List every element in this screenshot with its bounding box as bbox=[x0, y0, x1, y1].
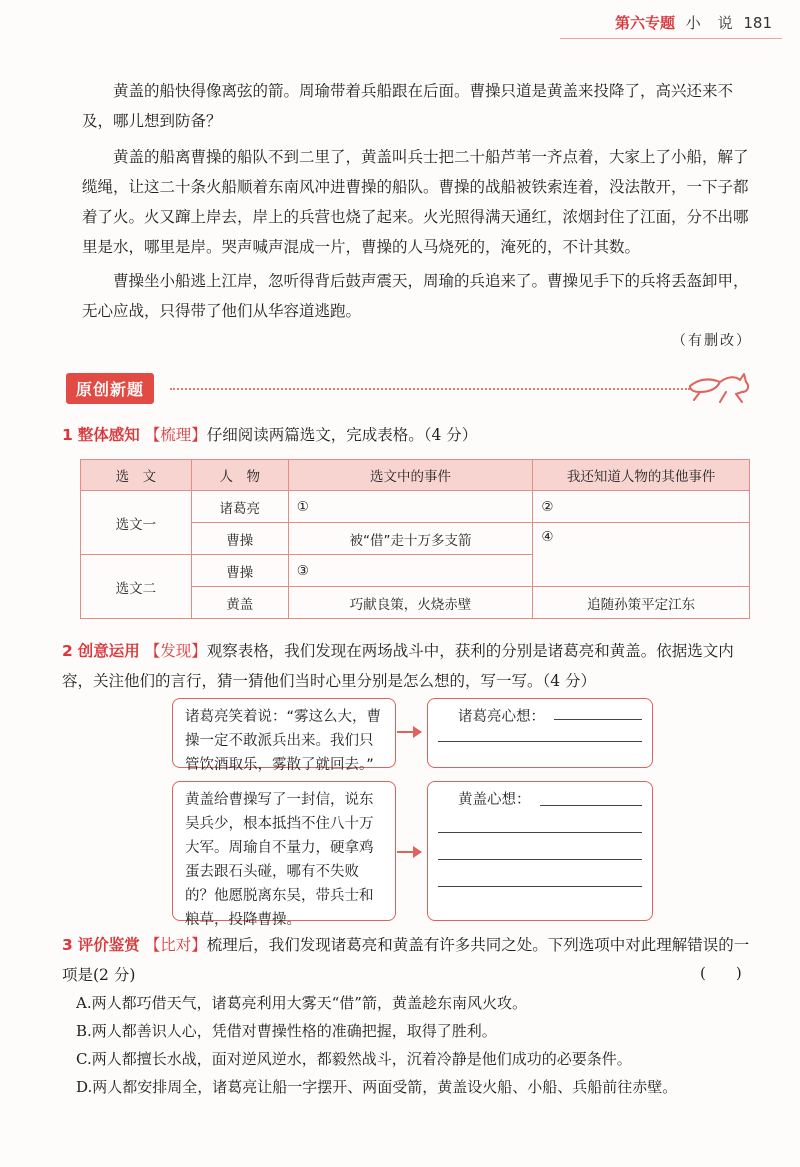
section-title: 原创新题 bbox=[66, 373, 154, 404]
answer-line bbox=[438, 859, 642, 860]
answer-line bbox=[540, 805, 642, 806]
question-2 bbox=[62, 636, 752, 696]
person-cell: 诸葛亮 bbox=[191, 491, 288, 523]
question-2-number: 2 bbox=[62, 642, 73, 660]
quote-box-huanggai bbox=[172, 781, 396, 928]
question-2-tag: 【发现】 bbox=[144, 642, 207, 660]
event-cell: 被“借”走十万多支箭 bbox=[288, 523, 533, 555]
person-cell: 黄盖 bbox=[191, 587, 288, 619]
table-header-cell: 我还知道人物的其他事件 bbox=[533, 460, 750, 491]
other-event-cell-blank-2[interactable]: ② bbox=[533, 491, 750, 523]
summary-table bbox=[80, 459, 750, 619]
page-number: 181 bbox=[743, 14, 772, 32]
subject-label: 小 说 bbox=[685, 14, 739, 32]
option-a[interactable]: A.两人都巧借天气，诸葛亮利用大雾天“借”箭，黄盖趁东南风火攻。 bbox=[76, 994, 527, 1012]
arrow-right-icon bbox=[397, 731, 421, 733]
option-c[interactable]: C.两人都擅长水战，面对逆风逆水，都毅然战斗，沉着冷静是他们成功的必要条件。 bbox=[76, 1050, 632, 1068]
answer-box-zhuge[interactable] bbox=[427, 698, 653, 768]
other-event-cell: 追随孙策平定江东 bbox=[533, 587, 750, 619]
table-header-cell: 选 文 bbox=[81, 460, 192, 491]
table-row bbox=[81, 491, 750, 523]
cat-icon bbox=[686, 364, 752, 406]
event-cell: 巧献良策，火烧赤壁 bbox=[288, 587, 533, 619]
question-1-tag: 【梳理】 bbox=[144, 426, 207, 444]
table-header-row bbox=[81, 460, 750, 491]
question-3-text: 梳理后，我们发现诸葛亮和黄盖有许多共同之处。下列选项中对此理解错误的一项是(2 分) bbox=[62, 936, 750, 984]
other-event-cell-blank-4[interactable]: ④ bbox=[533, 523, 750, 587]
passage-paragraph-2: 黄盖的船离曹操的船队不到二里了，黄盖叫兵士把二十船芦苇一齐点着，大家上了小船，解了缆绳，让这二十条火船顺着东南风冲进曹操的船队。曹操的战船被铁索连着，没法散开，一下子都着了火。火又蹿上岸去，岸上的兵营也烧了起来。火光照得满天通红，浓烟封住了江面，分不出哪里是水，哪里是岸。哭声喊声混成一片，曹操的人马烧死的，淹死的，不计其数。 bbox=[82, 148, 749, 256]
person-cell: 曹操 bbox=[191, 523, 288, 555]
person-cell: 曹操 bbox=[191, 555, 288, 587]
selection-1-cell: 选文一 bbox=[81, 491, 192, 555]
quote-zhuge-text: 诸葛亮笑着说：“雾这么大，曹操一定不敢派兵出来。我们只管饮酒取乐，雾散了就回去。” bbox=[185, 709, 382, 773]
question-1 bbox=[62, 420, 477, 450]
arrow-right-icon bbox=[397, 851, 421, 853]
option-b[interactable]: B.两人都善识人心，凭借对曹操性格的准确把握，取得了胜利。 bbox=[76, 1022, 497, 1040]
answer-box-huanggai[interactable] bbox=[427, 781, 653, 921]
answer-line bbox=[438, 832, 642, 833]
question-1-number: 1 bbox=[62, 426, 73, 444]
answer-line bbox=[554, 719, 642, 720]
table-header-cell: 选文中的事件 bbox=[288, 460, 533, 491]
answer-parentheses[interactable]: ( ) bbox=[700, 964, 742, 982]
edit-note: （有删改） bbox=[672, 333, 752, 349]
question-3-number: 3 bbox=[62, 936, 73, 954]
question-3-category: 评价鉴赏 bbox=[77, 936, 140, 954]
question-2-text: 观察表格，我们发现在两场战斗中，获利的分别是诸葛亮和黄盖。依据选文内容，关注他们的言行，猜一猜他们当时心里分别是怎么想的，写一写。（4 分） bbox=[62, 642, 734, 690]
event-cell-blank-1[interactable]: ① bbox=[288, 491, 533, 523]
think-huanggai-label: 黄盖心想： bbox=[458, 792, 531, 808]
passage-paragraph-3: 曹操坐小船逃上江岸，忽听得背后鼓声震天，周瑜的兵追来了。曹操见手下的兵将丢盔卸甲，无心应战，只得带了他们从华容道逃跑。 bbox=[82, 272, 749, 320]
question-1-text: 仔细阅读两篇选文，完成表格。（4 分） bbox=[206, 426, 478, 444]
question-2-category: 创意运用 bbox=[77, 642, 140, 660]
answer-line bbox=[438, 741, 642, 742]
page-header bbox=[615, 12, 772, 33]
question-3-tag: 【比对】 bbox=[144, 936, 207, 954]
option-d[interactable]: D.两人都安排周全，诸葛亮让船一字摆开、两面受箭，黄盖设火船、小船、兵船前往赤壁。 bbox=[76, 1078, 678, 1096]
quote-huanggai-text: 黄盖给曹操写了一封信，说东吴兵少，根本抵挡不住八十万大军。周瑜自不量力，硬拿鸡蛋去跟石头碰，哪有不失败的？他愿脱离东吴，带兵士和粮草，投降曹操。 bbox=[185, 792, 374, 928]
think-zhuge-label: 诸葛亮心想： bbox=[458, 709, 545, 725]
question-3 bbox=[62, 930, 752, 990]
selection-2-cell: 选文二 bbox=[81, 555, 192, 619]
chapter-label: 第六专题 bbox=[615, 14, 676, 32]
section-dotted-rule bbox=[170, 388, 690, 390]
answer-line bbox=[438, 886, 642, 887]
quote-box-zhuge bbox=[172, 698, 396, 773]
question-1-category: 整体感知 bbox=[77, 426, 140, 444]
table-header-cell: 人 物 bbox=[191, 460, 288, 491]
event-cell-blank-3[interactable]: ③ bbox=[288, 555, 533, 587]
passage-paragraph-1: 黄盖的船快得像离弦的箭。周瑜带着兵船跟在后面。曹操只道是黄盖来投降了，高兴还来不及，哪儿想到防备？ bbox=[82, 82, 734, 130]
header-rule bbox=[560, 38, 782, 39]
